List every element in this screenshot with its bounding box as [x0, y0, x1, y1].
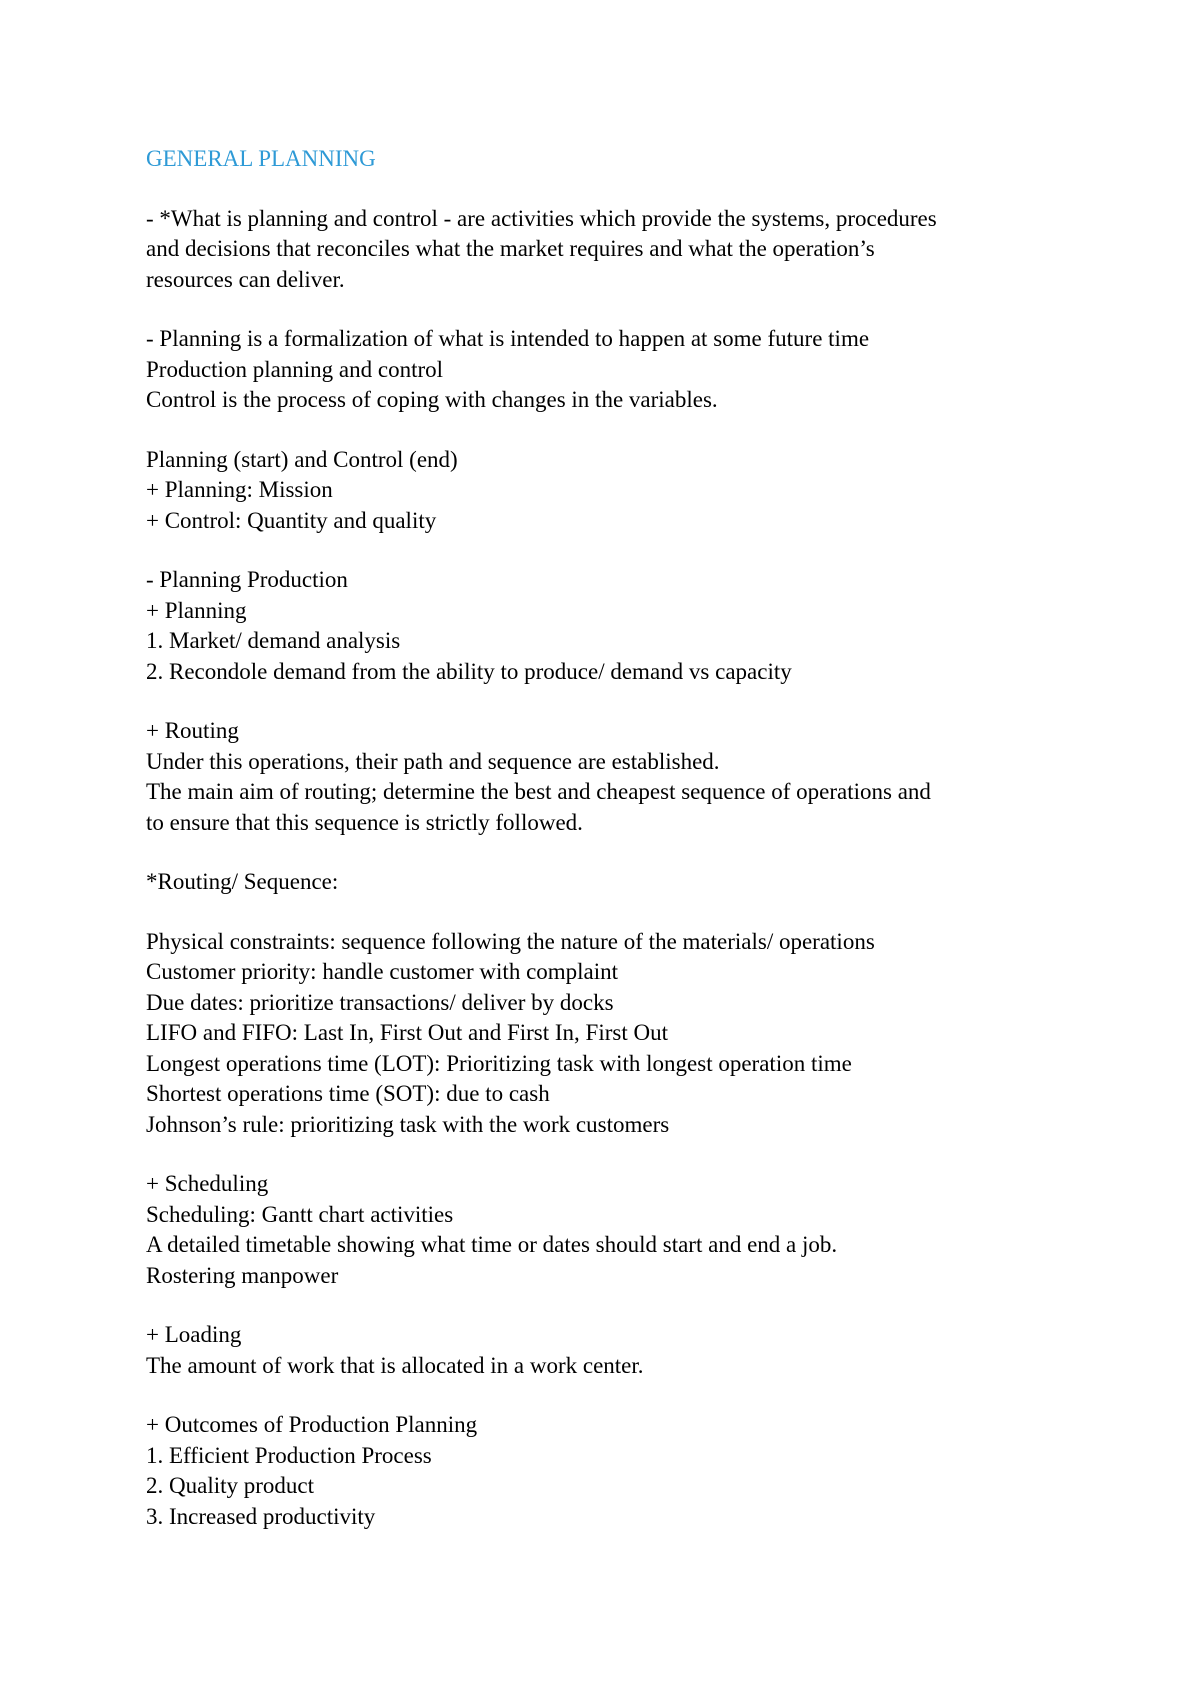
- text-line: to ensure that this sequence is strictly followed.: [146, 809, 583, 835]
- text-line: LIFO and FIFO: Last In, First Out and First In, First Out: [146, 1020, 668, 1045]
- paragraph-block: [146, 445, 1086, 537]
- text-line: Due dates: prioritize transactions/ deliver by docks: [146, 989, 614, 1015]
- text-line: - *What is planning and control - are activities which provide the systems, procedures: [146, 205, 937, 231]
- paragraph-block: [146, 1169, 1086, 1291]
- text-line: + Routing: [146, 718, 239, 743]
- text-line: *Routing/ Sequence:: [146, 869, 339, 894]
- paragraph-block: [146, 204, 1086, 296]
- paragraph-block: [146, 716, 1086, 838]
- text-line: + Outcomes of Production Planning: [146, 1412, 478, 1437]
- text-line: Physical constraints: sequence following the nature of the materials/ operations: [146, 928, 875, 954]
- text-line: 2. Recondole demand from the ability to produce/ demand vs capacity: [146, 658, 792, 684]
- text-line: - Planning is a formalization of what is intended to happen at some future time: [146, 326, 870, 351]
- text-line: Control is the process of coping with changes in the variables.: [146, 387, 718, 412]
- text-line: Rostering manpower: [146, 1262, 339, 1288]
- document-page: [146, 144, 1086, 1561]
- text-line: A detailed timetable showing what time or dates should start and end a job.: [146, 1232, 838, 1257]
- text-line: 3. Increased productivity: [146, 1503, 376, 1529]
- text-line: The main aim of routing; determine the best and cheapest sequence of operations and: [146, 779, 931, 804]
- document-body: [146, 204, 1086, 1533]
- text-line: Planning (start) and Control (end): [146, 446, 458, 472]
- paragraph-block: [146, 1320, 1086, 1381]
- text-line: 2. Quality product: [146, 1473, 314, 1498]
- text-line: Customer priority: handle customer with complaint: [146, 959, 619, 984]
- text-line: + Planning: [146, 597, 247, 623]
- text-line: Longest operations time (LOT): Prioritizing task with longest operation time: [146, 1050, 852, 1076]
- text-line: Scheduling: Gantt chart activities: [146, 1201, 454, 1227]
- text-line: and decisions that reconciles what the market requires and what the operation’s: [146, 236, 875, 261]
- text-line: + Control: Quantity and quality: [146, 507, 437, 533]
- text-line: + Loading: [146, 1322, 242, 1347]
- paragraph-block: [146, 324, 1086, 416]
- text-line: + Planning: Mission: [146, 477, 333, 502]
- text-line: Johnson’s rule: prioritizing task with the work customers: [146, 1111, 670, 1137]
- paragraph-block: [146, 565, 1086, 687]
- text-line: Under this operations, their path and sequence are established.: [146, 748, 720, 774]
- paragraph-block: [146, 867, 1086, 898]
- text-line: Shortest operations time (SOT): due to cash: [146, 1081, 550, 1106]
- paragraph-block: [146, 1410, 1086, 1532]
- text-line: - Planning Production: [146, 567, 348, 592]
- text-line: The amount of work that is allocated in a work center.: [146, 1352, 644, 1378]
- paragraph-block: [146, 927, 1086, 1141]
- text-line: 1. Efficient Production Process: [146, 1442, 432, 1468]
- text-line: resources can deliver.: [146, 266, 345, 292]
- document-title: GENERAL PLANNING: [146, 146, 376, 171]
- text-line: 1. Market/ demand analysis: [146, 628, 401, 653]
- text-line: Production planning and control: [146, 356, 444, 382]
- text-line: + Scheduling: [146, 1171, 269, 1196]
